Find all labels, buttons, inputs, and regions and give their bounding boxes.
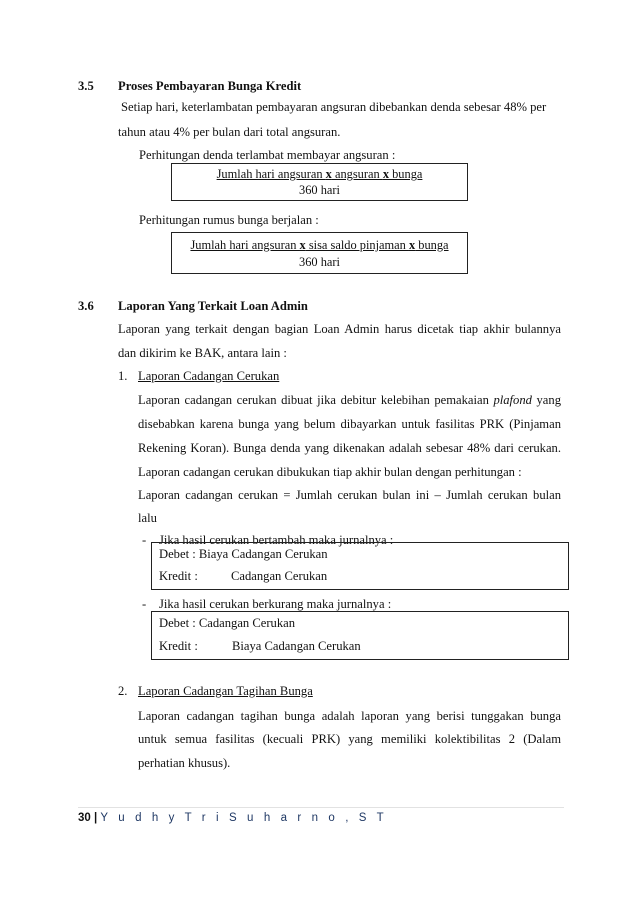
formula-text: bunga xyxy=(389,167,423,181)
italic-term: plafond xyxy=(493,393,532,407)
bullet-dash: - xyxy=(142,597,147,611)
list-number: 2. xyxy=(118,684,128,698)
list-item-title: Laporan Cadangan Tagihan Bunga xyxy=(138,684,313,698)
journal-debet: Debet : Biaya Cadangan Cerukan xyxy=(159,547,328,561)
formula-denominator: 360 hari xyxy=(299,183,340,197)
footer-separator: | xyxy=(94,812,98,824)
page-number: 30 xyxy=(78,812,91,824)
multiply-sign: x xyxy=(325,167,332,181)
page-footer xyxy=(78,812,387,824)
formula-box xyxy=(171,163,468,201)
paragraph-line: Laporan cadangan cerukan = Jumlah cerukan bulan ini – Jumlah cerukan bulan xyxy=(138,488,561,502)
paragraph-line: Rekening Koran). Bunga denda yang dikenakan adalah sebesar 48% dari cerukan. xyxy=(138,441,561,455)
journal-kredit-label: Kredit : xyxy=(159,639,198,653)
formula-label: Perhitungan rumus bunga berjalan : xyxy=(139,213,319,227)
paragraph-line: Laporan yang terkait dengan bagian Loan Admin harus dicetak tiap akhir bulannya xyxy=(118,322,561,336)
paragraph-line: Setiap hari, keterlambatan pembayaran angsuran dibebankan denda sebesar 48% per xyxy=(121,100,547,114)
paragraph-line: Laporan cadangan tagihan bunga adalah laporan yang berisi tunggakan bunga xyxy=(138,709,561,723)
paragraph-line: perhatian khusus). xyxy=(138,756,231,770)
paragraph-line: lalu xyxy=(138,511,157,525)
formula-numerator xyxy=(172,167,467,182)
formula-text: Jumlah hari angsuran xyxy=(216,167,326,181)
journal-debet: Debet : Cadangan Cerukan xyxy=(159,616,296,630)
journal-kredit-value: Biaya Cadangan Cerukan xyxy=(232,639,361,653)
section-number: 3.5 xyxy=(78,79,94,93)
paragraph-text: Laporan cadangan cerukan dibuat jika debitur kelebihan pemakaian xyxy=(138,393,494,407)
journal-box xyxy=(151,611,569,660)
case-text: Jika hasil cerukan berkurang maka jurnalnya : xyxy=(159,597,392,611)
formula-box xyxy=(171,232,468,274)
multiply-sign: x xyxy=(408,238,416,252)
paragraph-line xyxy=(138,393,561,408)
formula-text: sisa saldo pinjaman xyxy=(305,238,409,252)
multiply-sign: x xyxy=(299,238,306,252)
formula-text: Jumlah hari angsuran xyxy=(190,238,300,252)
paragraph-line: tahun atau 4% per bulan dari total angsuran. xyxy=(118,125,341,139)
formula-text: bunga xyxy=(415,238,449,252)
journal-kredit-value: Cadangan Cerukan xyxy=(231,569,328,583)
section-title: Proses Pembayaran Bunga Kredit xyxy=(118,79,302,93)
formula-numerator xyxy=(172,238,467,253)
list-number: 1. xyxy=(118,369,128,383)
paragraph-line: untuk semua fasilitas (kecuali PRK) yang memiliki kolektibilitas 2 (Dalam xyxy=(138,732,561,746)
section-title: Laporan Yang Terkait Loan Admin xyxy=(118,299,308,313)
paragraph-line: Laporan cadangan cerukan dibukukan tiap akhir bulan dengan perhitungan : xyxy=(138,465,522,479)
formula-text: angsuran xyxy=(331,167,383,181)
multiply-sign: x xyxy=(382,167,390,181)
section-number: 3.6 xyxy=(78,299,94,313)
formula-label: Perhitungan denda terlambat membayar angsuran : xyxy=(139,148,396,162)
paragraph-line: disebabkan karena bunga yang belum dibayarkan untuk fasilitas PRK (Pinjaman xyxy=(138,417,561,431)
bullet-dash: - xyxy=(142,533,147,547)
footer-author: Y u d h y T r i S u h a r n o , S T xyxy=(100,812,388,824)
list-item-title: Laporan Cadangan Cerukan xyxy=(138,369,280,383)
paragraph-text: yang xyxy=(531,393,561,407)
paragraph-line: dan dikirim ke BAK, antara lain : xyxy=(118,346,287,360)
journal-box xyxy=(151,542,569,590)
case-text: Jika hasil cerukan bertambah maka jurnalnya : xyxy=(159,533,394,547)
journal-kredit-label: Kredit : xyxy=(159,569,198,583)
formula-denominator: 360 hari xyxy=(299,255,340,269)
footer-divider xyxy=(78,807,564,808)
